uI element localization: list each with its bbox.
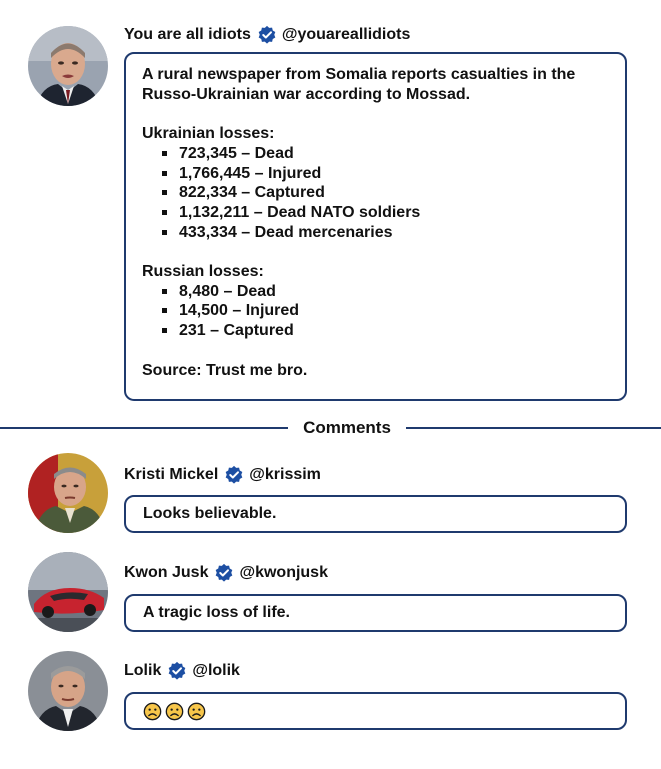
frowning-face-icon	[143, 702, 162, 721]
list-item: 433,334 – Dead mercenaries	[162, 223, 609, 243]
comment-header	[124, 464, 321, 486]
post-intro: A rural newspaper from Somalia reports casualties in the Russo-Ukrainian war according to Mossad.	[142, 66, 576, 103]
comment-body	[124, 495, 627, 533]
comment-author-name[interactable]: Lolik	[124, 662, 162, 679]
comment-body	[124, 594, 627, 632]
post-header	[124, 24, 410, 46]
verified-badge-icon	[214, 563, 234, 583]
russian-losses-list	[142, 282, 609, 341]
comment-author-name[interactable]: Kristi Mickel	[124, 466, 219, 483]
comment-author-avatar[interactable]	[28, 651, 108, 731]
verified-badge-icon	[257, 25, 277, 45]
verified-badge-icon	[224, 465, 244, 485]
post-author-handle[interactable]: @youareallidiots	[281, 26, 411, 43]
comment-author-avatar[interactable]	[28, 552, 108, 632]
list-item: 231 – Captured	[162, 321, 609, 341]
comment-header	[124, 562, 328, 584]
comment-author-handle[interactable]: @kwonjusk	[239, 564, 328, 581]
ukrainian-losses-heading: Ukrainian losses:	[142, 125, 275, 143]
list-item: 822,334 – Captured	[162, 183, 609, 203]
list-item: 1,766,445 – Injured	[162, 164, 609, 184]
list-item: 8,480 – Dead	[162, 282, 609, 302]
comment-author-handle[interactable]: @lolik	[192, 662, 240, 679]
comment-text: Looks believable.	[143, 505, 277, 522]
list-item: 14,500 – Injured	[162, 301, 609, 321]
post-source: Source: Trust me bro.	[142, 361, 308, 379]
frowning-face-icon	[187, 702, 206, 721]
comments-label: Comments	[292, 417, 402, 439]
comment-author-handle[interactable]: @krissim	[249, 466, 321, 483]
list-item: 1,132,211 – Dead NATO soldiers	[162, 203, 609, 223]
comment-header	[124, 660, 240, 682]
frowning-face-icon	[165, 702, 184, 721]
ukrainian-losses-list	[142, 144, 609, 243]
comment-text: A tragic loss of life.	[143, 604, 290, 621]
comment-body	[124, 692, 627, 730]
russian-losses-heading: Russian losses:	[142, 263, 264, 280]
post-body	[124, 52, 627, 401]
post-author-avatar[interactable]	[28, 26, 108, 106]
verified-badge-icon	[167, 661, 187, 681]
post-author-name[interactable]: You are all idiots	[124, 26, 251, 43]
list-item: 723,345 – Dead	[162, 144, 609, 164]
comment-author-name[interactable]: Kwon Jusk	[124, 564, 209, 581]
comment-author-avatar[interactable]	[28, 453, 108, 533]
